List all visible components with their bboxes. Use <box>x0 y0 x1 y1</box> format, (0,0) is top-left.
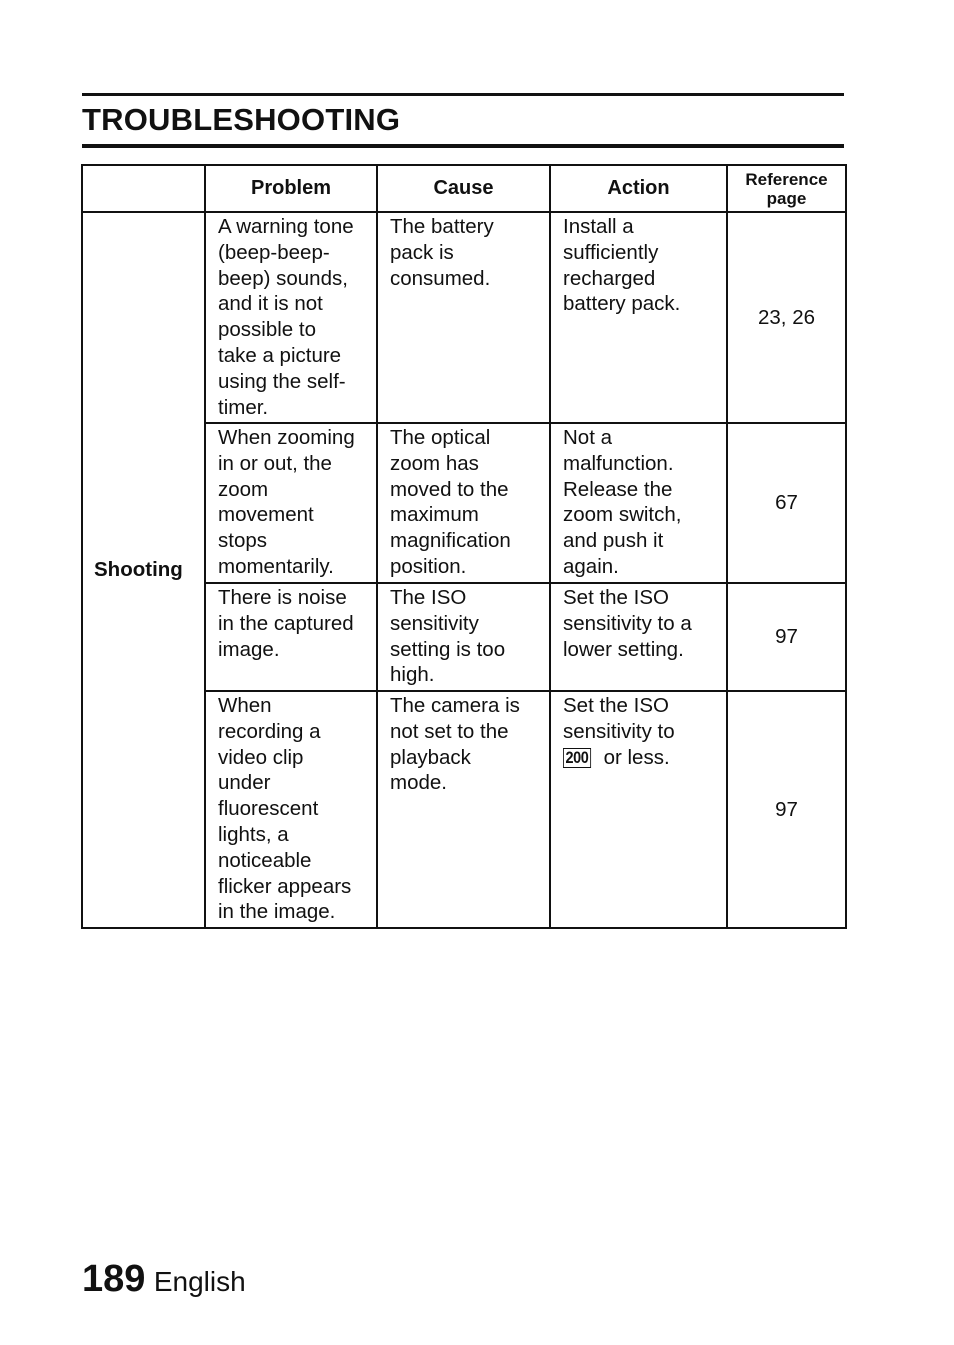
problem-line: using the self- <box>218 369 346 393</box>
reference-column-header <box>727 165 846 212</box>
problem-cell <box>205 423 377 583</box>
cause-cell <box>377 583 550 691</box>
cause-line: maximum <box>390 503 479 527</box>
table-row <box>82 212 846 423</box>
category-cell-shooting: Shooting <box>82 212 205 928</box>
action-line-tail: or less. <box>603 745 670 769</box>
cause-line: The optical <box>390 426 491 449</box>
problem-cell <box>205 212 377 423</box>
reference-page-cell: 97 <box>727 583 846 691</box>
problem-line: under <box>218 771 271 795</box>
reference-page-cell: 97 <box>727 691 846 928</box>
troubleshooting-table <box>81 164 847 929</box>
reference-header-line: page <box>766 188 807 208</box>
problem-line: image. <box>218 637 280 661</box>
table-header-row <box>82 165 846 212</box>
problem-line: momentarily. <box>218 554 334 578</box>
problem-line: lights, a <box>218 822 289 846</box>
problem-line: take a picture <box>218 343 342 367</box>
cause-line: setting is too <box>390 637 506 661</box>
cause-line: zoom has <box>390 451 479 475</box>
cause-line: playback <box>390 745 471 769</box>
action-line: again. <box>563 554 619 578</box>
action-column-header: Action <box>550 165 727 212</box>
problem-line: flicker appears <box>218 874 352 898</box>
problem-line: There is noise <box>218 586 347 609</box>
problem-line: fluorescent <box>218 797 319 821</box>
page-footer <box>82 1258 246 1301</box>
cause-line: mode. <box>390 771 447 795</box>
action-line: sensitivity to a <box>563 611 692 635</box>
action-line: and push it <box>563 529 664 553</box>
action-cell <box>550 212 727 423</box>
problem-line: in the captured <box>218 611 354 635</box>
problem-line: zoom <box>218 477 269 501</box>
cause-cell <box>377 691 550 928</box>
problem-line: When <box>218 694 272 717</box>
cause-line: moved to the <box>390 477 509 501</box>
reference-header-line: Reference <box>745 169 828 189</box>
cause-line: sensitivity <box>390 611 479 635</box>
cause-cell <box>377 212 550 423</box>
action-line: zoom switch, <box>563 503 682 527</box>
problem-line: beep) sounds, <box>218 266 348 290</box>
cause-column-header: Cause <box>377 165 550 212</box>
cause-line: The camera is <box>390 694 520 717</box>
action-line: malfunction. <box>563 451 674 475</box>
problem-cell <box>205 583 377 691</box>
page-title: TROUBLESHOOTING <box>82 102 401 137</box>
problem-line: recording a <box>218 719 321 743</box>
problem-line: video clip <box>218 745 304 769</box>
action-line: Install a <box>563 215 634 238</box>
cause-line: The battery <box>390 215 494 238</box>
problem-line: A warning tone <box>218 215 354 238</box>
title-top-rule <box>82 93 844 96</box>
title-bottom-rule <box>82 144 844 148</box>
cause-line: consumed. <box>390 266 491 290</box>
problem-line: in or out, the <box>218 451 332 475</box>
action-line: lower setting. <box>563 637 684 661</box>
problem-cell <box>205 691 377 928</box>
action-line: battery pack. <box>563 292 681 316</box>
problem-line: in the image. <box>218 900 336 924</box>
action-line: Set the ISO <box>563 586 669 609</box>
page-number: 189 <box>82 1258 146 1300</box>
problem-line: and it is not <box>218 292 323 316</box>
iso-200-icon: 200 <box>563 748 591 768</box>
action-line: Release the <box>563 477 673 501</box>
cause-line: The ISO <box>390 586 467 609</box>
category-column-header <box>82 165 205 212</box>
cause-line: magnification <box>390 529 511 553</box>
action-cell <box>550 583 727 691</box>
cause-line: not set to the <box>390 719 509 743</box>
cause-line: high. <box>390 663 435 687</box>
action-line: sensitivity to <box>563 719 675 743</box>
problem-line: (beep-beep- <box>218 240 330 264</box>
action-line: recharged <box>563 266 656 290</box>
action-line: sufficiently <box>563 240 659 264</box>
action-cell <box>550 423 727 583</box>
problem-line: When zooming <box>218 426 355 449</box>
problem-line: noticeable <box>218 848 312 872</box>
action-cell <box>550 691 727 928</box>
action-line: Set the ISO <box>563 694 669 717</box>
action-line <box>563 745 720 771</box>
reference-page-cell: 23, 26 <box>727 212 846 423</box>
cause-line: position. <box>390 554 467 578</box>
cause-line: pack is <box>390 240 454 264</box>
problem-line: possible to <box>218 318 317 342</box>
problem-column-header: Problem <box>205 165 377 212</box>
problem-line: stops <box>218 529 267 553</box>
cause-cell <box>377 423 550 583</box>
footer-language: English <box>153 1266 246 1297</box>
problem-line: timer. <box>218 395 269 419</box>
reference-page-cell: 67 <box>727 423 846 583</box>
problem-line: movement <box>218 503 314 527</box>
action-line: Not a <box>563 426 612 449</box>
